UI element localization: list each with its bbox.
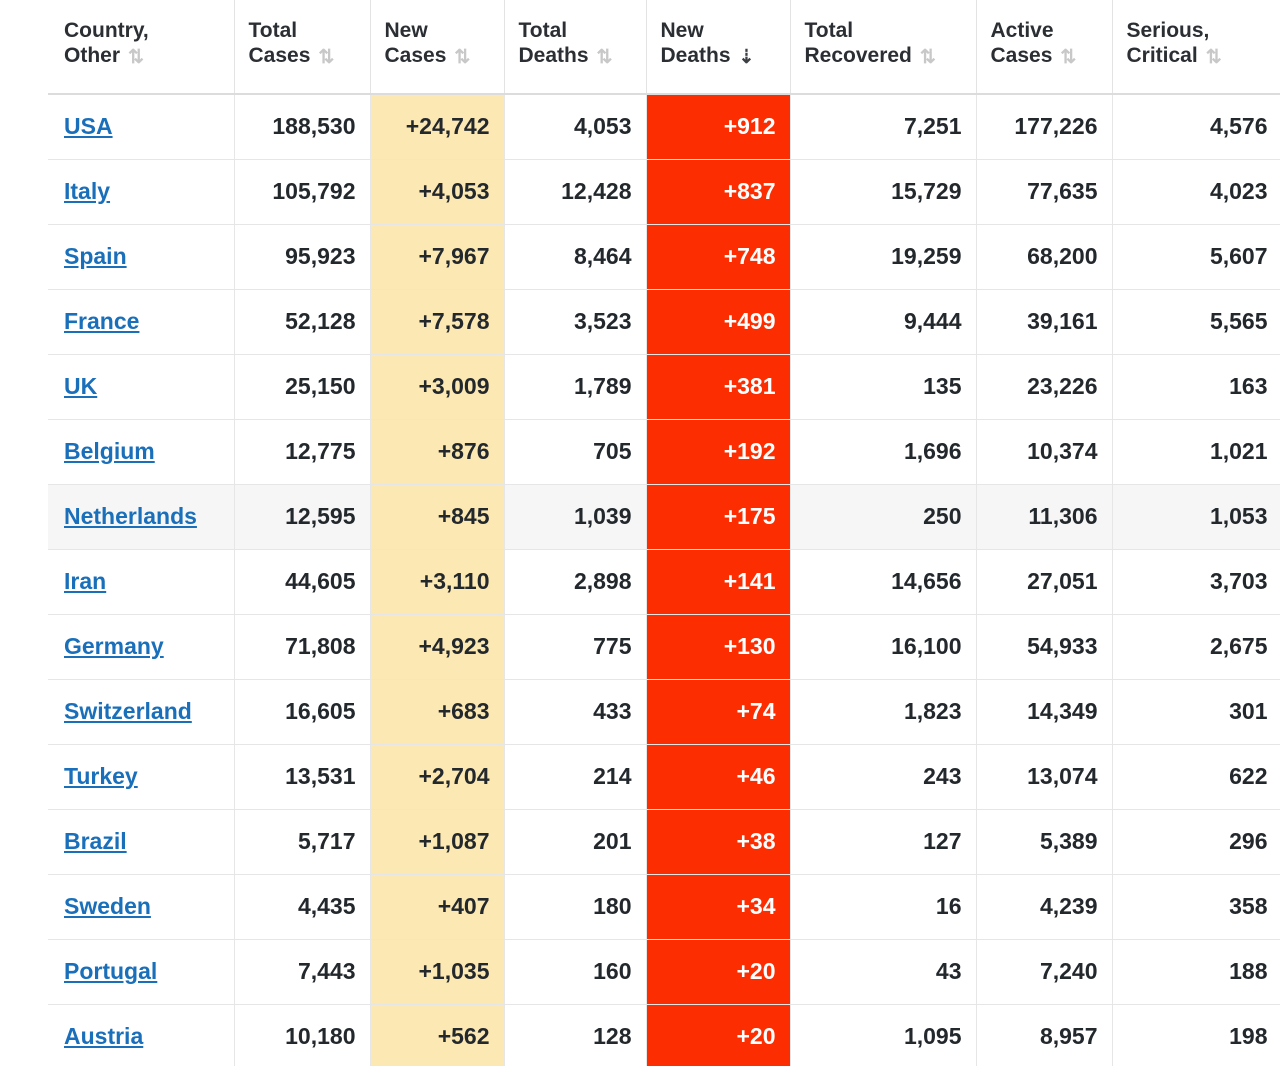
cell-total-recovered: 15,729 bbox=[790, 159, 976, 224]
cell-active-cases: 10,374 bbox=[976, 419, 1112, 484]
cell-active-cases: 5,389 bbox=[976, 809, 1112, 874]
cell-new-deaths: +34 bbox=[646, 874, 790, 939]
cell-country bbox=[48, 939, 234, 1004]
cell-new-deaths: +141 bbox=[646, 549, 790, 614]
table-row bbox=[48, 419, 1280, 484]
cell-country bbox=[48, 614, 234, 679]
cell-country bbox=[48, 94, 234, 159]
cell-total-deaths: 775 bbox=[504, 614, 646, 679]
cell-new-cases: +407 bbox=[370, 874, 504, 939]
table-row bbox=[48, 354, 1280, 419]
cell-active-cases: 177,226 bbox=[976, 94, 1112, 159]
cell-new-deaths: +499 bbox=[646, 289, 790, 354]
cell-total-cases: 7,443 bbox=[234, 939, 370, 1004]
sort-icon[interactable]: ⇅ bbox=[1205, 47, 1220, 69]
table-row bbox=[48, 94, 1280, 159]
cell-country bbox=[48, 159, 234, 224]
cell-total-deaths: 1,039 bbox=[504, 484, 646, 549]
country-link[interactable]: France bbox=[64, 308, 140, 334]
cell-total-recovered: 1,095 bbox=[790, 1004, 976, 1066]
country-link[interactable]: Germany bbox=[64, 633, 164, 659]
cell-new-deaths: +38 bbox=[646, 809, 790, 874]
cell-active-cases: 39,161 bbox=[976, 289, 1112, 354]
cell-total-deaths: 2,898 bbox=[504, 549, 646, 614]
cell-new-cases: +7,578 bbox=[370, 289, 504, 354]
column-header-new-deaths-line2: Deaths bbox=[660, 44, 731, 68]
country-link[interactable]: Portugal bbox=[64, 958, 158, 984]
cell-country bbox=[48, 484, 234, 549]
table-body bbox=[48, 94, 1280, 1066]
cell-total-recovered: 243 bbox=[790, 744, 976, 809]
cell-serious-critical: 188 bbox=[1112, 939, 1280, 1004]
cell-total-cases: 95,923 bbox=[234, 224, 370, 289]
cell-country bbox=[48, 289, 234, 354]
cell-new-deaths: +837 bbox=[646, 159, 790, 224]
covid-statistics-table bbox=[48, 0, 1280, 1066]
cell-serious-critical: 198 bbox=[1112, 1004, 1280, 1066]
cell-country bbox=[48, 874, 234, 939]
cell-total-recovered: 9,444 bbox=[790, 289, 976, 354]
column-header-total-recovered-line1: Total bbox=[804, 18, 854, 42]
cell-total-recovered: 1,696 bbox=[790, 419, 976, 484]
cell-total-cases: 13,531 bbox=[234, 744, 370, 809]
cell-total-cases: 16,605 bbox=[234, 679, 370, 744]
column-header-total-deaths-line2: Deaths bbox=[518, 44, 589, 68]
cell-serious-critical: 622 bbox=[1112, 744, 1280, 809]
sort-icon[interactable]: ⇅ bbox=[454, 47, 469, 69]
cell-total-cases: 5,717 bbox=[234, 809, 370, 874]
cell-new-cases: +24,742 bbox=[370, 94, 504, 159]
cell-country bbox=[48, 549, 234, 614]
cell-total-recovered: 7,251 bbox=[790, 94, 976, 159]
table-row bbox=[48, 484, 1280, 549]
cell-serious-critical: 301 bbox=[1112, 679, 1280, 744]
country-link[interactable]: Sweden bbox=[64, 893, 151, 919]
column-header-active-cases-line2: Cases bbox=[990, 44, 1053, 68]
cell-serious-critical: 358 bbox=[1112, 874, 1280, 939]
cell-total-deaths: 705 bbox=[504, 419, 646, 484]
cell-country bbox=[48, 679, 234, 744]
cell-total-cases: 12,595 bbox=[234, 484, 370, 549]
cell-total-cases: 71,808 bbox=[234, 614, 370, 679]
column-header-active-cases[interactable] bbox=[976, 0, 1112, 94]
table-row bbox=[48, 224, 1280, 289]
table-row bbox=[48, 159, 1280, 224]
table-row bbox=[48, 679, 1280, 744]
country-link[interactable]: Iran bbox=[64, 568, 107, 594]
cell-total-cases: 52,128 bbox=[234, 289, 370, 354]
cell-country bbox=[48, 744, 234, 809]
cell-total-recovered: 19,259 bbox=[790, 224, 976, 289]
column-header-new-deaths[interactable] bbox=[646, 0, 790, 94]
table-row bbox=[48, 1004, 1280, 1066]
country-link[interactable]: Belgium bbox=[64, 438, 155, 464]
country-link[interactable]: Brazil bbox=[64, 828, 127, 854]
sort-icon[interactable]: ⇅ bbox=[596, 47, 611, 69]
table-header bbox=[48, 0, 1280, 94]
cell-active-cases: 68,200 bbox=[976, 224, 1112, 289]
cell-total-deaths: 201 bbox=[504, 809, 646, 874]
cell-new-cases: +1,087 bbox=[370, 809, 504, 874]
cell-new-cases: +7,967 bbox=[370, 224, 504, 289]
cell-active-cases: 11,306 bbox=[976, 484, 1112, 549]
country-link[interactable]: Netherlands bbox=[64, 503, 197, 529]
cell-new-cases: +4,053 bbox=[370, 159, 504, 224]
table-row bbox=[48, 809, 1280, 874]
sort-icon[interactable]: ⇅ bbox=[318, 47, 333, 69]
cell-total-cases: 10,180 bbox=[234, 1004, 370, 1066]
cell-total-deaths: 12,428 bbox=[504, 159, 646, 224]
sort-icon[interactable]: ⇅ bbox=[1060, 47, 1075, 69]
cell-new-cases: +876 bbox=[370, 419, 504, 484]
cell-serious-critical: 5,607 bbox=[1112, 224, 1280, 289]
cell-serious-critical: 3,703 bbox=[1112, 549, 1280, 614]
cell-serious-critical: 5,565 bbox=[1112, 289, 1280, 354]
cell-active-cases: 54,933 bbox=[976, 614, 1112, 679]
country-link[interactable]: Spain bbox=[64, 243, 127, 269]
cell-country bbox=[48, 809, 234, 874]
column-header-country-line1: Country, bbox=[64, 18, 149, 42]
cell-total-deaths: 8,464 bbox=[504, 224, 646, 289]
column-header-country-line2: Other bbox=[64, 44, 121, 68]
cell-total-cases: 12,775 bbox=[234, 419, 370, 484]
country-link[interactable]: USA bbox=[64, 113, 113, 140]
column-header-total-recovered[interactable] bbox=[790, 0, 976, 94]
country-link[interactable]: Austria bbox=[64, 1023, 144, 1049]
cell-total-deaths: 433 bbox=[504, 679, 646, 744]
cell-active-cases: 77,635 bbox=[976, 159, 1112, 224]
column-header-new-cases[interactable] bbox=[370, 0, 504, 94]
cell-country bbox=[48, 419, 234, 484]
cell-total-recovered: 1,823 bbox=[790, 679, 976, 744]
cell-total-recovered: 16,100 bbox=[790, 614, 976, 679]
cell-new-cases: +1,035 bbox=[370, 939, 504, 1004]
column-header-serious-critical-line1: Serious, bbox=[1126, 18, 1210, 42]
cell-serious-critical: 4,023 bbox=[1112, 159, 1280, 224]
column-header-active-cases-line1: Active bbox=[990, 18, 1054, 42]
cell-total-deaths: 180 bbox=[504, 874, 646, 939]
table-row bbox=[48, 939, 1280, 1004]
country-link[interactable]: UK bbox=[64, 373, 98, 399]
column-header-serious-critical-line2: Critical bbox=[1126, 44, 1198, 68]
cell-new-deaths: +381 bbox=[646, 354, 790, 419]
cell-serious-critical: 296 bbox=[1112, 809, 1280, 874]
column-header-total-cases-line2: Cases bbox=[248, 44, 311, 68]
cell-new-cases: +2,704 bbox=[370, 744, 504, 809]
cell-new-deaths: +46 bbox=[646, 744, 790, 809]
cell-active-cases: 4,239 bbox=[976, 874, 1112, 939]
cell-active-cases: 23,226 bbox=[976, 354, 1112, 419]
cell-total-recovered: 43 bbox=[790, 939, 976, 1004]
column-header-new-cases-line2: Cases bbox=[384, 44, 447, 68]
cell-new-cases: +683 bbox=[370, 679, 504, 744]
cell-new-cases: +3,110 bbox=[370, 549, 504, 614]
cell-new-deaths: +192 bbox=[646, 419, 790, 484]
cell-new-cases: +3,009 bbox=[370, 354, 504, 419]
cell-total-cases: 44,605 bbox=[234, 549, 370, 614]
cell-total-cases: 105,792 bbox=[234, 159, 370, 224]
cell-total-recovered: 135 bbox=[790, 354, 976, 419]
cell-new-deaths: +748 bbox=[646, 224, 790, 289]
cell-total-deaths: 160 bbox=[504, 939, 646, 1004]
cell-total-deaths: 1,789 bbox=[504, 354, 646, 419]
cell-new-deaths: +912 bbox=[646, 94, 790, 159]
cell-new-cases: +562 bbox=[370, 1004, 504, 1066]
cell-total-deaths: 214 bbox=[504, 744, 646, 809]
cell-new-deaths: +74 bbox=[646, 679, 790, 744]
cell-serious-critical: 2,675 bbox=[1112, 614, 1280, 679]
cell-country bbox=[48, 354, 234, 419]
cell-active-cases: 8,957 bbox=[976, 1004, 1112, 1066]
cell-total-recovered: 250 bbox=[790, 484, 976, 549]
column-header-total-cases-line1: Total bbox=[248, 18, 298, 42]
table-row bbox=[48, 614, 1280, 679]
column-header-new-deaths-line1: New bbox=[660, 18, 704, 42]
column-header-new-cases-line1: New bbox=[384, 18, 428, 42]
cell-serious-critical: 4,576 bbox=[1112, 94, 1280, 159]
column-header-country[interactable] bbox=[48, 0, 234, 94]
sort-icon[interactable]: ⇅ bbox=[128, 47, 142, 69]
cell-serious-critical: 1,021 bbox=[1112, 419, 1280, 484]
cell-country bbox=[48, 224, 234, 289]
header-row bbox=[48, 0, 1280, 94]
cell-new-deaths: +130 bbox=[646, 614, 790, 679]
cell-total-recovered: 127 bbox=[790, 809, 976, 874]
cell-new-deaths: +20 bbox=[646, 939, 790, 1004]
cell-country bbox=[48, 1004, 234, 1066]
cell-active-cases: 14,349 bbox=[976, 679, 1112, 744]
cell-total-deaths: 3,523 bbox=[504, 289, 646, 354]
table-row bbox=[48, 744, 1280, 809]
cell-serious-critical: 163 bbox=[1112, 354, 1280, 419]
cell-active-cases: 7,240 bbox=[976, 939, 1112, 1004]
sort-icon[interactable]: ⇅ bbox=[919, 47, 934, 69]
cell-total-cases: 4,435 bbox=[234, 874, 370, 939]
cell-total-recovered: 16 bbox=[790, 874, 976, 939]
cell-total-deaths: 4,053 bbox=[504, 94, 646, 159]
cell-total-recovered: 14,656 bbox=[790, 549, 976, 614]
country-link[interactable]: Turkey bbox=[64, 763, 138, 789]
column-header-total-deaths[interactable] bbox=[504, 0, 646, 94]
table-row bbox=[48, 874, 1280, 939]
sort-descending-icon[interactable]: ⇣ bbox=[738, 47, 753, 69]
cell-new-cases: +845 bbox=[370, 484, 504, 549]
cell-serious-critical: 1,053 bbox=[1112, 484, 1280, 549]
country-link[interactable]: Switzerland bbox=[64, 698, 192, 724]
column-header-total-recovered-line2: Recovered bbox=[804, 44, 912, 68]
column-header-serious-critical[interactable] bbox=[1112, 0, 1280, 94]
column-header-total-deaths-line1: Total bbox=[518, 18, 568, 42]
cell-active-cases: 27,051 bbox=[976, 549, 1112, 614]
cell-new-cases: +4,923 bbox=[370, 614, 504, 679]
cell-active-cases: 13,074 bbox=[976, 744, 1112, 809]
table-row bbox=[48, 549, 1280, 614]
cell-total-cases: 188,530 bbox=[234, 94, 370, 159]
column-header-total-cases[interactable] bbox=[234, 0, 370, 94]
cell-new-deaths: +20 bbox=[646, 1004, 790, 1066]
table-row bbox=[48, 289, 1280, 354]
cell-new-deaths: +175 bbox=[646, 484, 790, 549]
country-link[interactable]: Italy bbox=[64, 178, 111, 204]
cell-total-deaths: 128 bbox=[504, 1004, 646, 1066]
cell-total-cases: 25,150 bbox=[234, 354, 370, 419]
